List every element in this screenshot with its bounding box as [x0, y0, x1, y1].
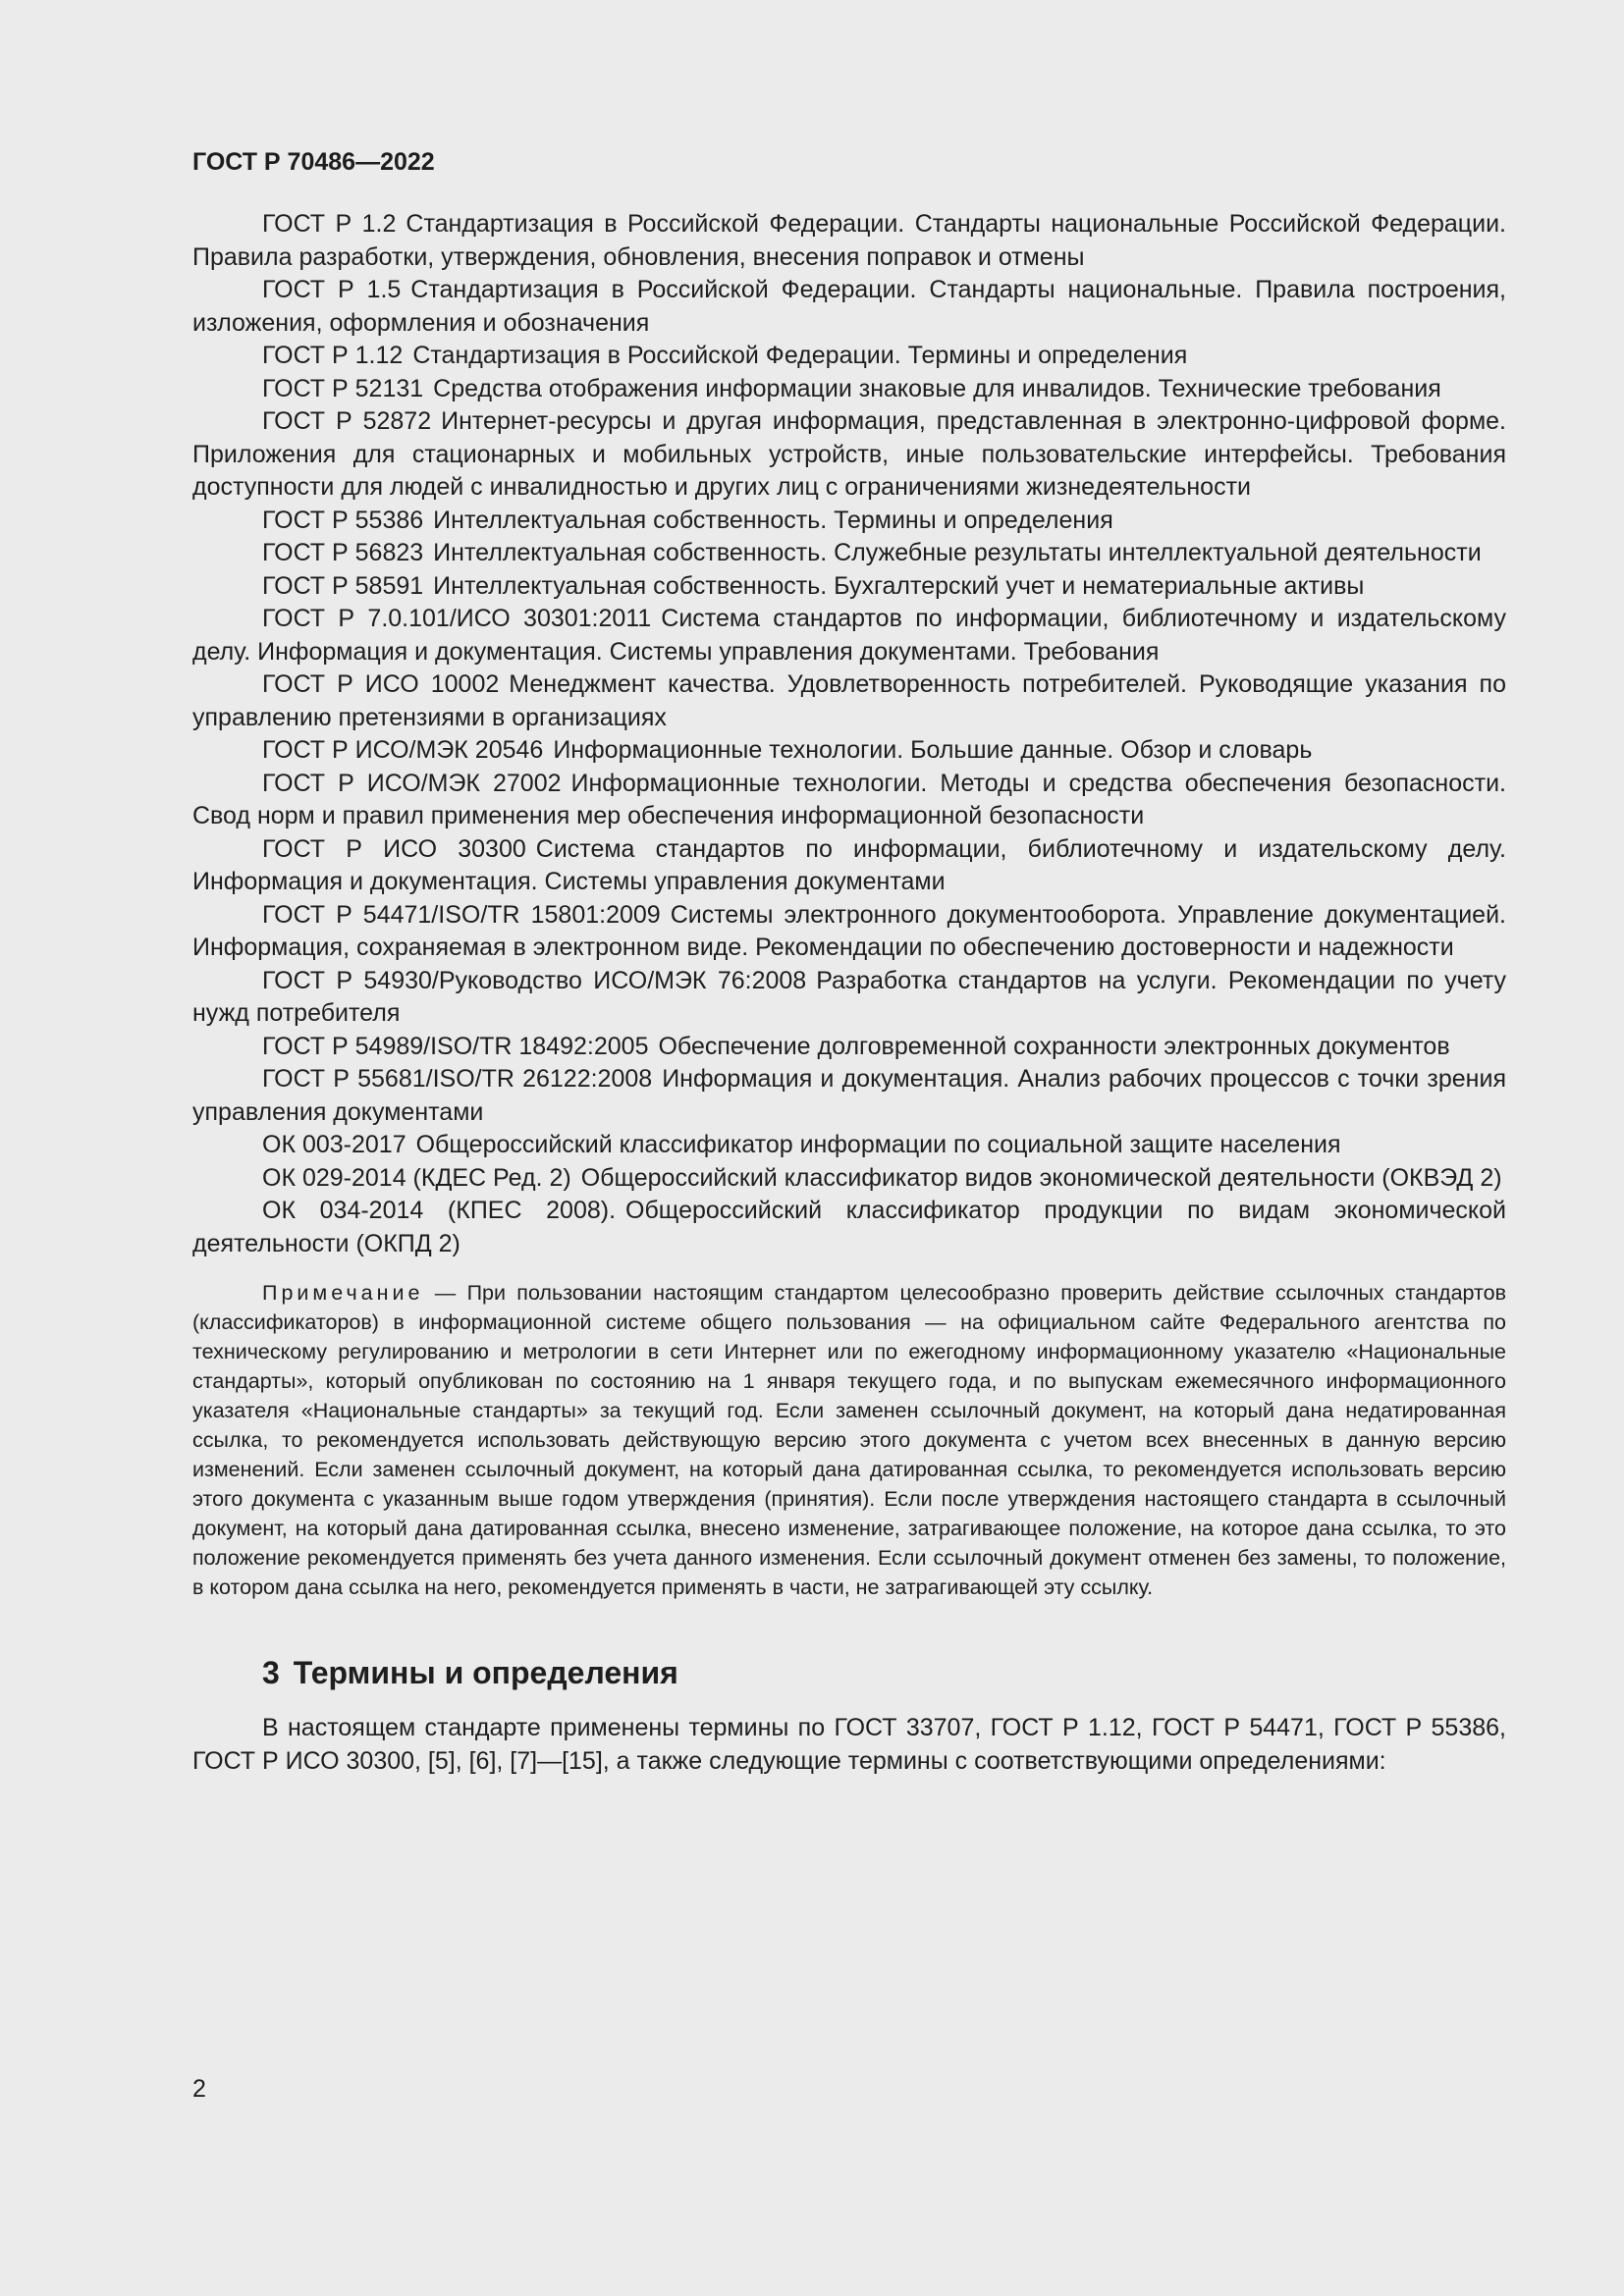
reference-code: ГОСТ Р ИСО/МЭК 27002 [262, 769, 562, 797]
reference-title: Система стандартов по информации, библиотечному и издательскому делу. Информация и документация. Системы управления документами [192, 834, 1506, 895]
reference-title: Информационные технологии. Методы и средства обеспечения безопасности. Свод норм и правил применения мер обеспечения информационной безопасности [192, 769, 1506, 829]
reference-code: ГОСТ Р 54989/ISO/TR 18492:2005 [262, 1032, 649, 1060]
reference-item [192, 1031, 1506, 1064]
section-3-title: Термины и определения [293, 1655, 678, 1690]
reference-item [192, 570, 1506, 604]
document-page [192, 145, 1506, 1778]
reference-item [192, 899, 1506, 965]
reference-item [192, 1063, 1506, 1129]
reference-title: Менеджмент качества. Удовлетворенность потребителей. Руководящие указания по управлению претензиями в организациях [192, 670, 1506, 731]
page-number: 2 [192, 2075, 206, 2103]
reference-item [192, 734, 1506, 768]
reference-title: Информационные технологии. Большие данные. Обзор и словарь [553, 736, 1313, 764]
reference-item [192, 274, 1506, 340]
reference-code: ГОСТ Р 52872 [262, 407, 432, 435]
reference-code: ГОСТ Р 54930/Руководство ИСО/МЭК 76:2008 [262, 966, 807, 994]
reference-code: ГОСТ Р 54471/ISO/TR 15801:2009 [262, 900, 661, 929]
reference-item [192, 1162, 1506, 1196]
reference-code: ГОСТ Р 1.2 [262, 210, 397, 238]
reference-title: Интеллектуальная собственность. Бухгалтерский учет и нематериальные активы [433, 571, 1365, 600]
reference-item [192, 603, 1506, 668]
reference-code: ОК 003-2017 [262, 1131, 406, 1158]
reference-title: Информация и документация. Анализ рабочих процессов с точки зрения управления документами [192, 1065, 1506, 1126]
reference-title: Средства отображения информации знаковые для инвалидов. Технические требования [433, 374, 1441, 402]
reference-item [192, 965, 1506, 1031]
reference-code: ГОСТ Р 1.5 [262, 276, 402, 303]
reference-item [192, 768, 1506, 833]
reference-title: Разработка стандартов на услуги. Рекомендации по учету нужд потребителя [192, 966, 1506, 1027]
reference-title: Интеллектуальная собственность. Служебные результаты интеллектуальной деятельности [433, 539, 1482, 566]
reference-title: Системы электронного документооборота. Управление документацией. Информация, сохраняемая в электронном виде. Рекомендации по обеспечению достоверности и надежности [192, 900, 1506, 961]
reference-title: Стандартизация в Российской Федерации. Стандарты национальные. Правила построения, изложения, оформления и обозначения [192, 276, 1506, 337]
section-3-heading [262, 1653, 1506, 1692]
reference-code: ГОСТ Р 7.0.101/ИСО 30301:2011 [262, 605, 652, 632]
note-text: При пользовании настоящим стандартом целесообразно проверить действие ссылочных стандартов (классификаторов) в информационной системе общего пользования — на официальном сайте Федерального агентства по техническому регулированию и метрологии в сети Интернет или по ежегодному информационному указателю «Национальные стандарты», который опубликован по состоянию на 1 января текущего года, и по выпускам ежемесячного информационного указателя «Национальные стандарты» за текущий год. Если заменен ссылочный документ, на который дана недатированная ссылка, то рекомендуется использовать действующую версию этого документа с учетом всех внесенных в данную версию изменений. Если заменен ссылочный документ, на который дана датированная ссылка, то рекомендуется использовать версию этого документа с указанным выше годом утверждения (принятия). Если после утверждения настоящего стандарта в ссылочный документ, на который дана датированная ссылка, внесено изменение, затрагивающее положение, на которое дана ссылка, то это положение рекомендуется применять без учета данного изменения. Если ссылочный документ отменен без замены, то положение, в котором дана ссылка на него, рекомендуется применять в части, не затрагивающей эту ссылку. [192, 1281, 1506, 1599]
note-paragraph [192, 1278, 1506, 1602]
reference-code: ГОСТ Р 58591 [262, 571, 424, 600]
reference-item [192, 1129, 1506, 1162]
reference-item [192, 833, 1506, 899]
reference-title: Общероссийский классификатор видов экономической деятельности (ОКВЭД 2) [580, 1163, 1502, 1192]
reference-code: ГОСТ Р 52131 [262, 374, 424, 402]
section-3-intro-paragraph: В настоящем стандарте применены термины по ГОСТ 33707, ГОСТ Р 1.12, ГОСТ Р 54471, ГОСТ Р 55386, ГОСТ Р ИСО 30300, [5], [6], [7]—[15], а также следующие термины с соответствующими определениями: [192, 1714, 1506, 1775]
reference-title: Общероссийский классификатор продукции по видам экономической деятельности (ОКПД 2) [192, 1197, 1506, 1257]
reference-code: ГОСТ Р 1.12 [262, 342, 404, 369]
reference-item [192, 1195, 1506, 1260]
reference-code: ГОСТ Р ИСО 10002 [262, 670, 500, 698]
reference-code: ОК 034-2014 (КПЕС 2008). [262, 1197, 617, 1224]
reference-item [192, 668, 1506, 734]
normative-references-list [192, 208, 1506, 1260]
reference-code: ГОСТ Р 56823 [262, 539, 424, 566]
document-code-header: ГОСТ Р 70486—2022 [192, 148, 435, 176]
reference-title: Обеспечение долговременной сохранности электронных документов [658, 1032, 1450, 1060]
reference-code: ОК 029-2014 (КДЕС Ред. 2) [262, 1163, 571, 1192]
reference-title: Интеллектуальная собственность. Термины и определения [433, 506, 1113, 534]
reference-item [192, 537, 1506, 570]
reference-title: Общероссийский классификатор информации по социальной защите населения [415, 1131, 1341, 1158]
reference-code: ГОСТ Р 55681/ISO/TR 26122:2008 [262, 1065, 653, 1093]
reference-item [192, 373, 1506, 406]
reference-item [192, 405, 1506, 505]
reference-title: Система стандартов по информации, библиотечному и издательскому делу. Информация и документация. Системы управления документами. Требования [192, 605, 1506, 666]
section-3-number: 3 [262, 1655, 280, 1690]
reference-code: ГОСТ Р ИСО 30300 [262, 834, 526, 863]
note-label: Примечание [262, 1281, 424, 1305]
reference-item [192, 505, 1506, 538]
reference-title: Интернет-ресурсы и другая информация, представленная в электронно-цифровой форме. Приложения для стационарных и мобильных устройств, иные пользовательские интерфейсы. Требования доступности для людей с инвалидностью и других лиц с ограничениями жизнедеятельности [192, 407, 1506, 501]
note-dash: — [423, 1281, 467, 1305]
reference-title: Стандартизация в Российской Федерации. Термины и определения [412, 342, 1188, 369]
reference-title: Стандартизация в Российской Федерации. Стандарты национальные Российской Федерации. Правила разработки, утверждения, обновления, внесения поправок и отмены [192, 210, 1506, 271]
reference-item [192, 208, 1506, 274]
reference-code: ГОСТ Р ИСО/МЭК 20546 [262, 736, 544, 764]
reference-code: ГОСТ Р 55386 [262, 506, 424, 534]
reference-item [192, 340, 1506, 373]
